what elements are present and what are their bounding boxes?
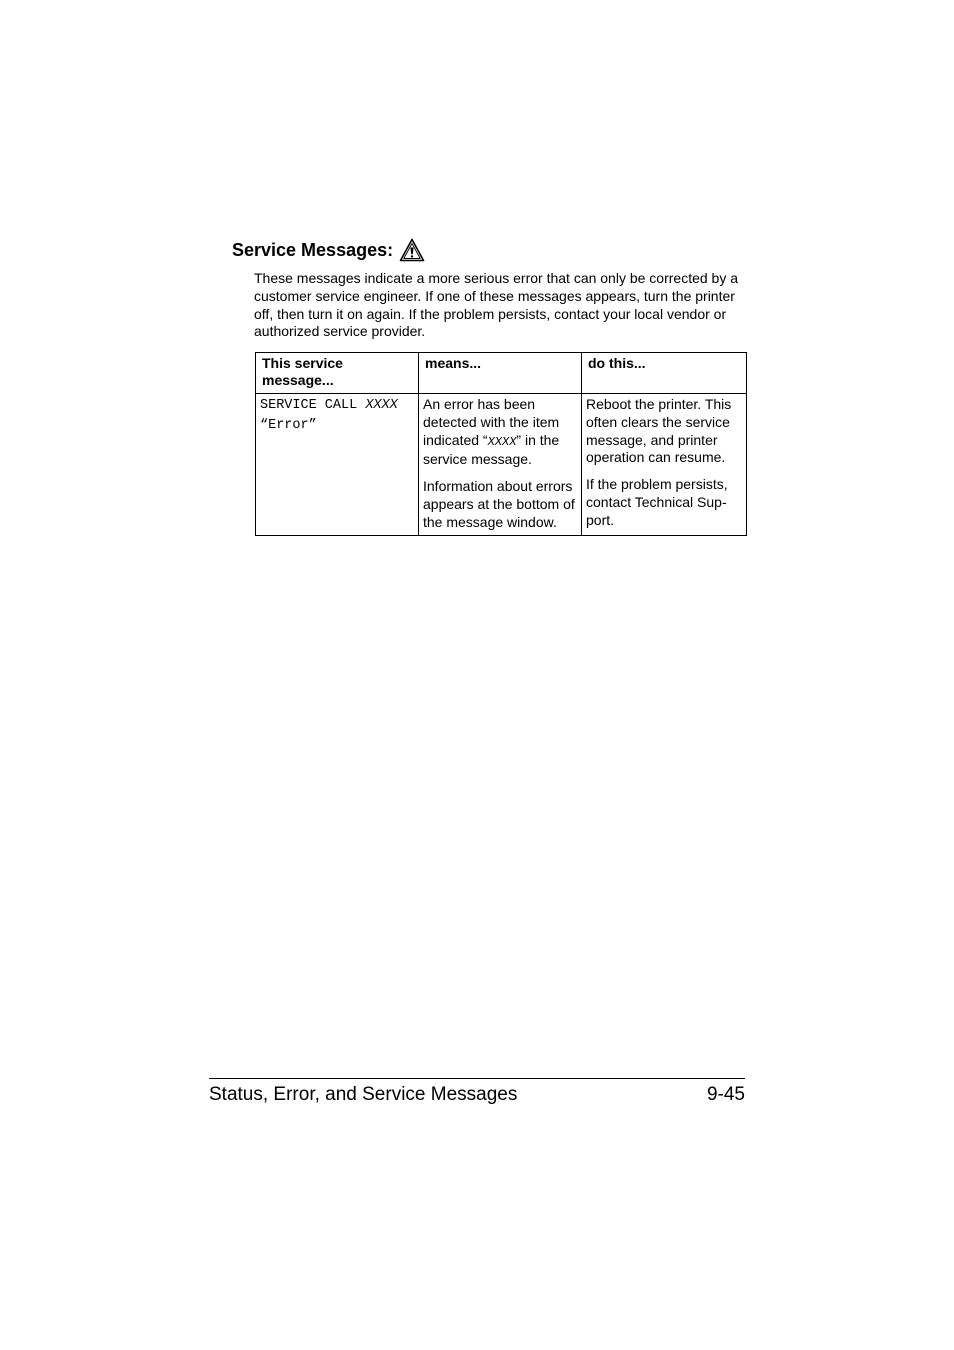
section-heading [232, 236, 425, 264]
footer-chapter-title: Status, Error, and Service Messages [209, 1084, 518, 1105]
service-messages-table [255, 352, 747, 536]
message-variable: XXXX [365, 398, 398, 413]
intro-paragraph: These messages indicate a more serious error that can only be corrected by a customer service engineer. If one of these messages appears, turn the printer off, then turn it on again. If the problem persists, contact your local vendor or authorized service provider. [254, 270, 739, 340]
means-text-before: An error has been detected with the item indicated “ [423, 396, 560, 448]
message-cell [256, 394, 419, 536]
section-title: Service Messages: [232, 240, 394, 260]
warning-triangle-icon [399, 238, 425, 262]
message-prefix: SERVICE CALL [260, 398, 366, 413]
table-header-row [256, 353, 747, 394]
means-paragraph-2: Information about errors appears at the bottom of the message window. [423, 478, 575, 530]
means-code: XXXX [487, 434, 517, 449]
means-cell [419, 394, 582, 536]
service-call-message [260, 396, 414, 436]
message-suffix: “Error” [260, 418, 317, 433]
means-text-after: ” in the service message. [423, 431, 560, 468]
header-means: means... [419, 353, 582, 394]
action-cell [582, 394, 747, 536]
header-action: do this... [582, 353, 747, 394]
action-paragraph-2: If the problem persists, contact Technical Sup-port. [586, 476, 728, 528]
action-paragraph-1: Reboot the printer. This often clears the service message, and printer operation can resume. [586, 396, 732, 466]
table-row [256, 394, 747, 536]
means-paragraph-1 [423, 396, 577, 469]
footer-page-number: 9-45 [706, 1084, 745, 1105]
footer-divider [209, 1078, 745, 1079]
header-message: This service message... [256, 353, 419, 394]
